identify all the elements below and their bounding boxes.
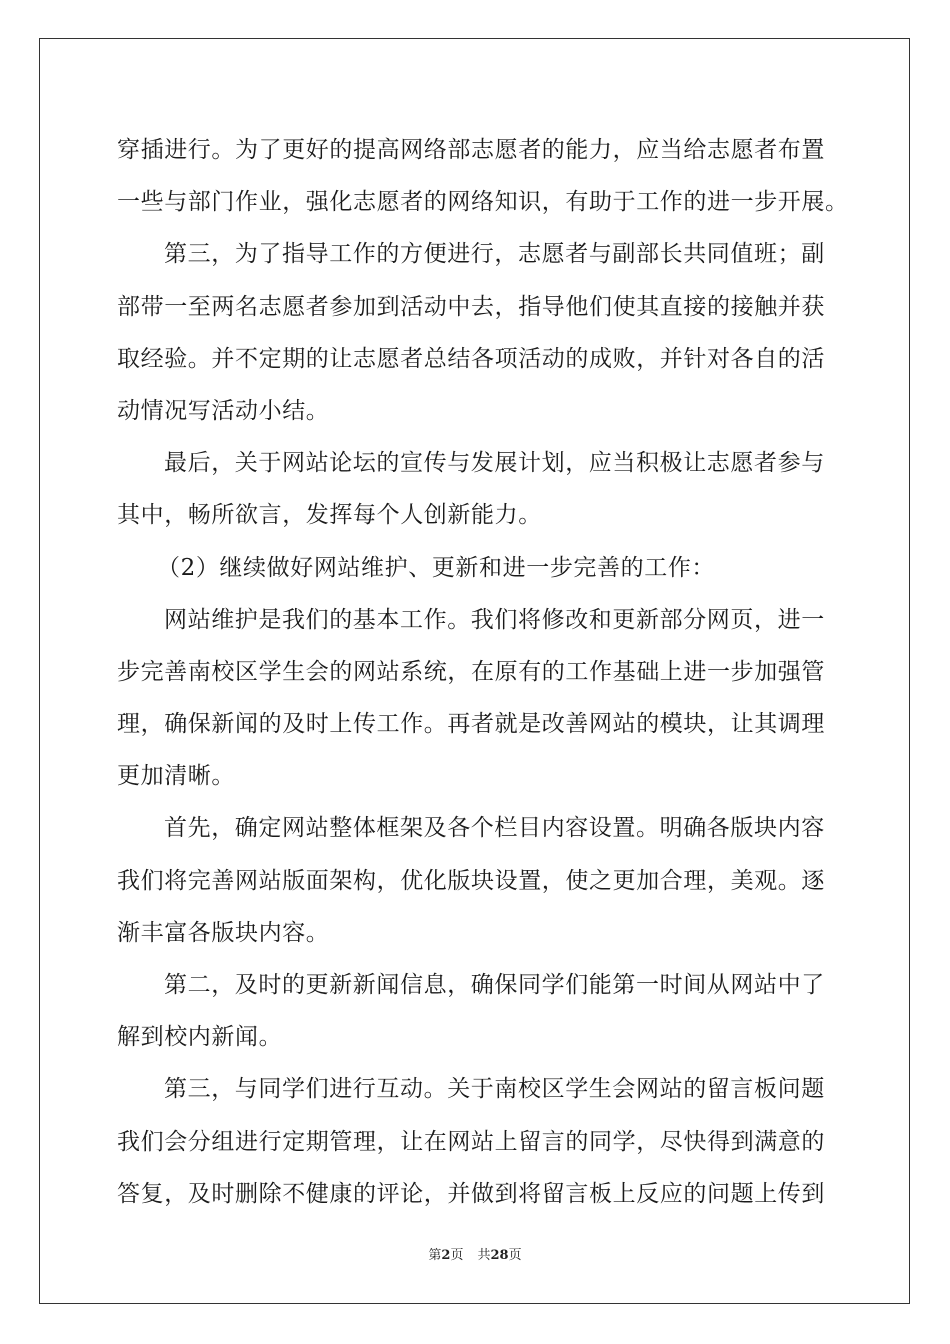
document-body — [117, 124, 849, 1220]
text-line: 我们会分组进行定期管理，让在网站上留言的同学，尽快得到满意的 — [117, 1128, 825, 1155]
text-line: 动情况写活动小结。 — [117, 397, 330, 424]
paragraph-start-line: 首先，确定网站整体框架及各个栏目内容设置。明确各版块内容 — [164, 815, 825, 842]
paragraph-start-line: 最后，关于网站论坛的宣传与发展计划，应当积极让志愿者参与 — [164, 450, 825, 477]
text-line: 取经验。并不定期的让志愿者总结各项活动的成败，并针对各自的活 — [117, 345, 825, 372]
total-suffix: 页 — [508, 1248, 522, 1263]
paragraph-start-line: 第二，及时的更新新闻信息，确保同学们能第一时间从网站中了 — [164, 972, 825, 998]
page-footer — [0, 1244, 950, 1263]
paragraph-start-line: 网站维护是我们的基本工作。我们将修改和更新部分网页，进一 — [164, 606, 825, 633]
paragraph-start-line: 第三，为了指导工作的方便进行，志愿者与副部长共同值班；副 — [164, 241, 825, 268]
text-line: 一些与部门作业，强化志愿者的网络知识，有助于工作的进一步开展。 — [117, 189, 849, 216]
page-prefix: 第 — [428, 1248, 442, 1263]
text-line: 其中，畅所欲言，发挥每个人创新能力。 — [117, 502, 542, 529]
text-line: 我们将完善网站版面架构，优化版块设置，使之更加合理，美观。逐 — [117, 867, 825, 894]
paragraph-start-line: 第三，与同学们进行互动。关于南校区学生会网站的留言板问题 — [164, 1076, 825, 1103]
text-line: 穿插进行。为了更好的提高网络部志愿者的能力，应当给志愿者布置 — [117, 137, 825, 163]
text-line: 步完善南校区学生会的网站系统，在原有的工作基础上进一步加强管 — [117, 658, 825, 685]
text-line: 答复，及时删除不健康的评论，并做到将留言板上反应的问题上传到 — [117, 1180, 825, 1207]
total-prefix: 共 — [477, 1248, 491, 1263]
text-line: 解到校内新闻。 — [117, 1024, 283, 1051]
text-line: 更加清晰。 — [117, 763, 235, 790]
page-number: 2 — [441, 1248, 451, 1263]
text-line: 理，确保新闻的及时上传工作。再者就是改善网站的模块，让其调理 — [117, 711, 825, 738]
section-heading: （2）继续做好网站维护、更新和进一步完善的工作： — [157, 554, 716, 581]
text-line: 部带一至两名志愿者参加到活动中去，指导他们使其直接的接触并获 — [117, 293, 825, 320]
text-line: 渐丰富各版块内容。 — [117, 919, 330, 946]
total-pages: 28 — [490, 1248, 509, 1263]
page-suffix: 页 — [450, 1248, 464, 1263]
